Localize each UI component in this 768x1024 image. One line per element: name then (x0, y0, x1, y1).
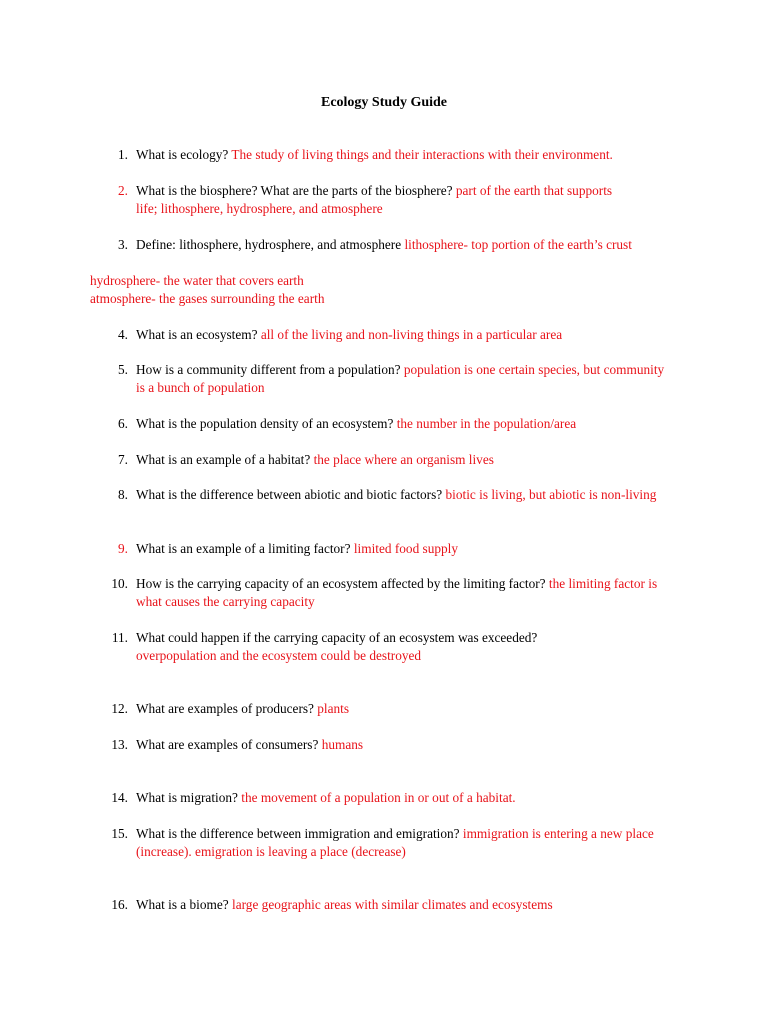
question-text: What is an example of a limiting factor? (136, 541, 351, 556)
answer-text: plants (317, 701, 350, 716)
question-text: What is the difference between abiotic and biotic factors? (136, 487, 443, 502)
question-text: What is ecology? (136, 147, 229, 162)
answer-text: the movement of a population in or out of a habitat. (241, 790, 516, 805)
question-number: 8. (118, 487, 128, 502)
question-text: What are examples of producers? (136, 701, 314, 716)
answer-text: the number in the population/area (396, 416, 577, 431)
answer-text: overpopulation and the ecosystem could be destroyed (136, 648, 422, 663)
question-text: What is the difference between immigration and emigration? (136, 826, 460, 841)
answer-text: immigration is entering a new place (increase). emigration is leaving a place (decrease) (136, 826, 654, 859)
question-text: What is the biosphere? What are the parts of the biosphere? (136, 183, 453, 198)
hydrosphere-definition: hydrosphere- the water that covers earth (90, 273, 304, 288)
question-number: 13. (111, 737, 128, 752)
question-number: 4. (118, 327, 128, 342)
question-number: 15. (111, 826, 128, 841)
question-number: 12. (111, 701, 128, 716)
answer-text: population is one certain species, but community is a bunch of population (136, 362, 665, 395)
question-number: 11. (111, 630, 128, 645)
question-number: 14. (111, 790, 128, 805)
question-number: 2. (118, 183, 128, 198)
question-number: 3. (118, 237, 128, 252)
question-number: 6. (118, 416, 128, 431)
question-text: What could happen if the carrying capacity of an ecosystem was exceeded? (136, 630, 538, 645)
answer-text: large geographic areas with similar climates and ecosystems (232, 897, 553, 912)
question-number: 7. (118, 452, 128, 467)
question-number: 1. (118, 147, 128, 162)
question-text: What is a biome? (136, 897, 229, 912)
question-text: How is the carrying capacity of an ecosystem affected by the limiting factor? (136, 576, 546, 591)
question-text: How is a community different from a population? (136, 362, 401, 377)
answer-text: the place where an organism lives (313, 452, 494, 467)
question-text: Define: lithosphere, hydrosphere, and atmosphere (136, 237, 402, 252)
question-text: What is an example of a habitat? (136, 452, 311, 467)
page-title: Ecology Study Guide (320, 95, 448, 110)
answer-text: lithosphere- top portion of the earth’s crust (404, 237, 632, 252)
answer-text: limited food supply (353, 541, 459, 556)
question-number: 16. (111, 897, 128, 912)
question-text: What is migration? (136, 790, 238, 805)
answer-text: biotic is living, but abiotic is non-living (445, 487, 657, 502)
question-number: 9. (118, 541, 128, 556)
question-number: 5. (118, 362, 128, 377)
question-text: What are examples of consumers? (136, 737, 319, 752)
answer-text: humans (321, 737, 364, 752)
question-number: 10. (111, 576, 128, 591)
answer-text: part of the earth that supports life; lithosphere, hydrosphere, and atmosphere (136, 183, 613, 216)
answer-text: the limiting factor is what causes the carrying capacity (136, 576, 658, 609)
question-text: What is an ecosystem? (136, 327, 258, 342)
question-text: What is the population density of an ecosystem? (136, 416, 394, 431)
atmosphere-definition: atmosphere- the gases surrounding the earth (90, 291, 325, 306)
answer-text: The study of living things and their interactions with their environment. (231, 147, 613, 162)
answer-text: all of the living and non-living things in a particular area (260, 327, 563, 342)
